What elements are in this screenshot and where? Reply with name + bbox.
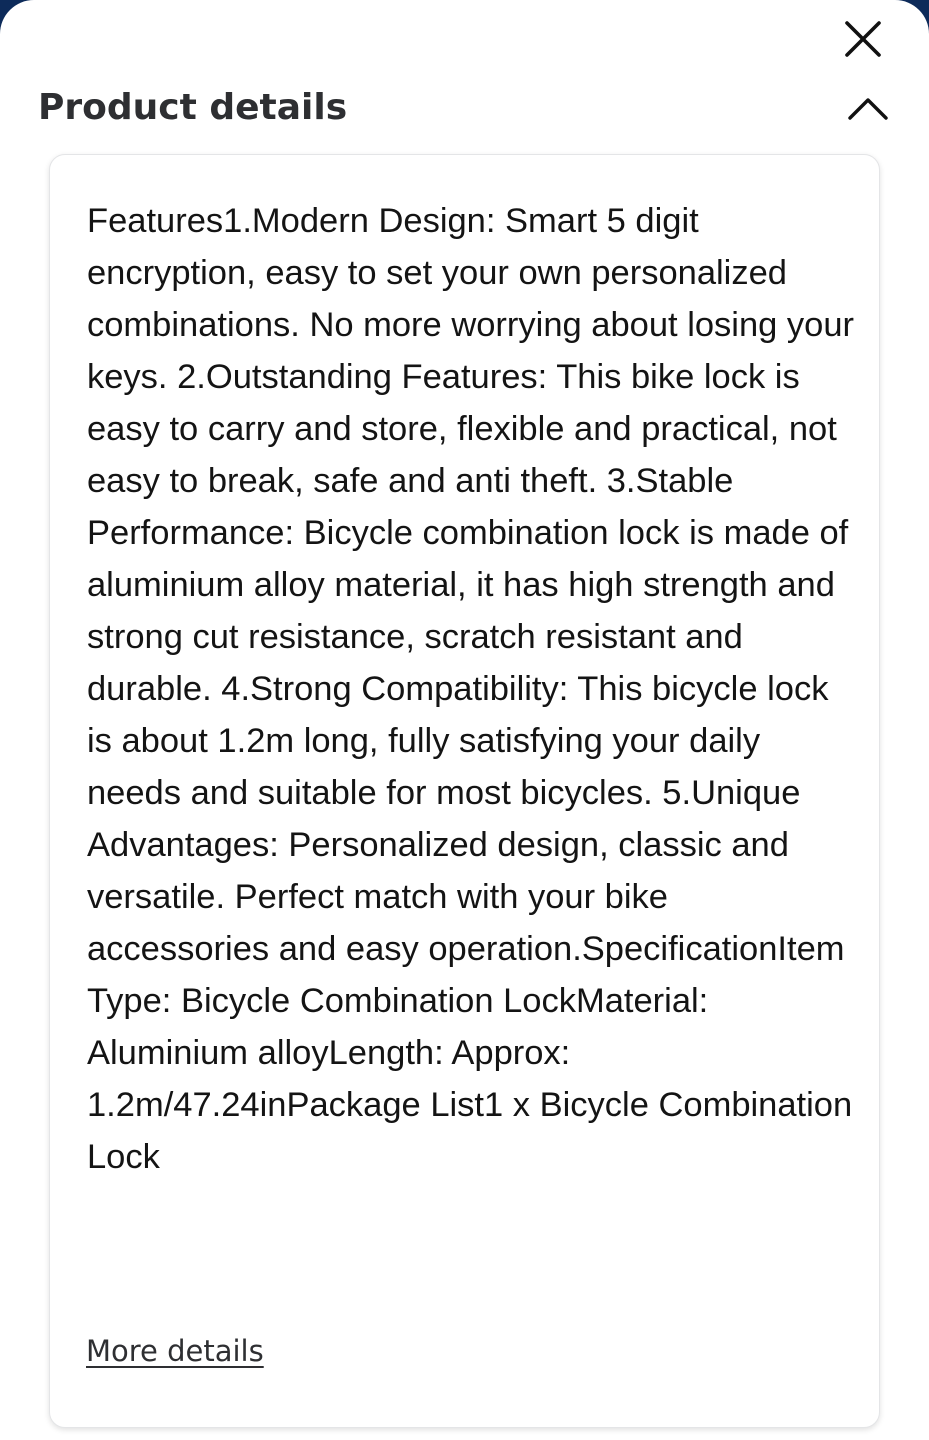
page-title: Product details [38, 87, 348, 128]
product-description: Features1.Modern Design: Smart 5 digit encryption, easy to set your own personalized combinations. No more worrying about losing your keys. 2.Outstanding Features: This bike lock is easy to carry and store, flexible and practical, not easy to break, safe and anti theft. 3.Stable Performance: Bicycle combination lock is made of aluminium alloy material, it has high strength and strong cut resistance, scratch resistant and durable. 4.Strong Compatibility: This bicycle lock is about 1.2m long, fully satisfying your daily needs and suitable for most bicycles. 5.Unique Advantages: Personalized design, classic and versatile. Perfect match with your bike accessories and easy operation.SpecificationItem Type: Bicycle Combination LockMaterial: Aluminium alloyLength: Approx: 1.2m/47.24inPackage List1 x Bicycle Combination Lock [87, 202, 855, 1176]
more-details-link[interactable]: More details [86, 1334, 264, 1368]
close-button[interactable] [836, 12, 890, 66]
close-icon [844, 20, 882, 58]
chevron-up-icon [848, 96, 888, 120]
section-header[interactable] [38, 80, 890, 136]
description-card [49, 154, 880, 1428]
collapse-button[interactable] [840, 80, 896, 136]
